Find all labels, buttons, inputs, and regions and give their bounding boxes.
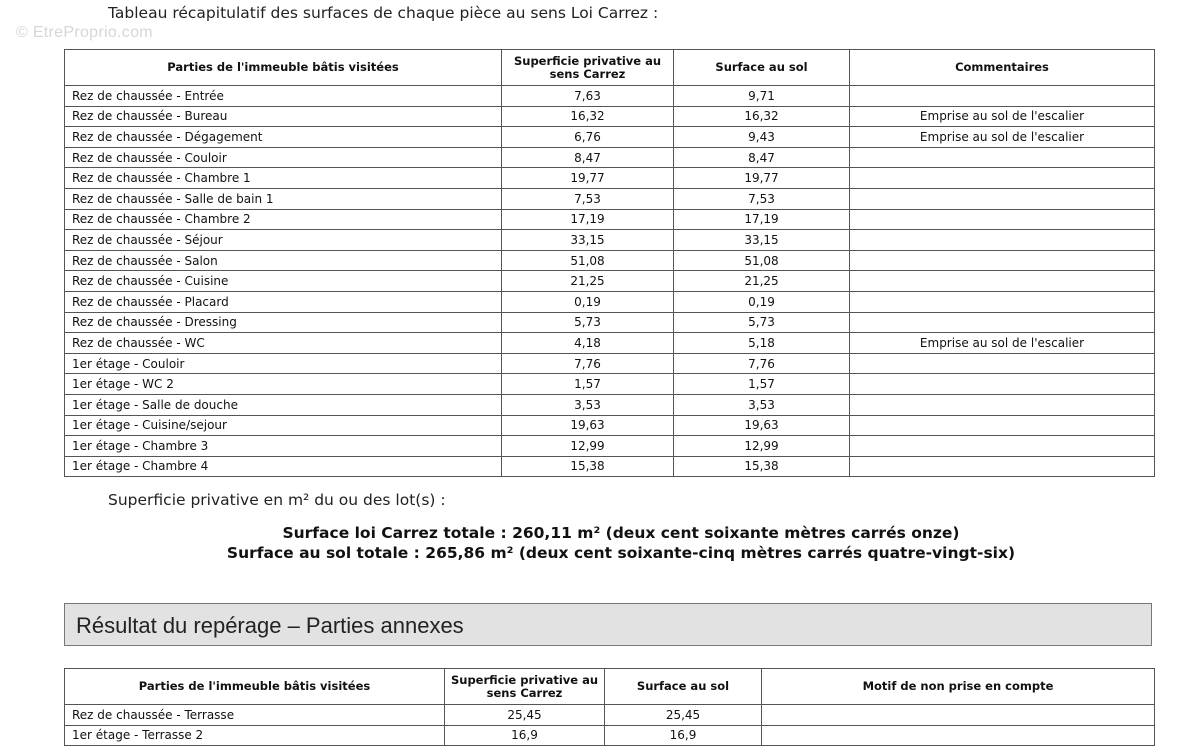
cell-superficie-carrez: 6,76 — [502, 127, 674, 148]
cell-motif — [762, 725, 1155, 746]
cell-surface-sol: 5,18 — [674, 333, 850, 354]
cell-commentaire: Emprise au sol de l'escalier — [850, 106, 1155, 127]
table-header-row — [65, 669, 1155, 705]
cell-surface-sol: 17,19 — [674, 209, 850, 230]
cell-partie: 1er étage - Cuisine/sejour — [65, 415, 502, 436]
table-row — [65, 209, 1155, 230]
cell-partie: 1er étage - Salle de douche — [65, 394, 502, 415]
cell-commentaire — [850, 86, 1155, 107]
cell-superficie-carrez: 17,19 — [502, 209, 674, 230]
table-row — [65, 168, 1155, 189]
cell-surface-sol: 5,73 — [674, 312, 850, 333]
cell-partie: Rez de chaussée - WC — [65, 333, 502, 354]
cell-superficie-carrez: 1,57 — [502, 374, 674, 395]
cell-surface-sol: 7,53 — [674, 188, 850, 209]
summary-line: Superficie privative en m² du ou des lot(s) : — [108, 491, 446, 509]
cell-commentaire — [850, 209, 1155, 230]
cell-partie: 1er étage - Couloir — [65, 353, 502, 374]
total-sol: Surface au sol totale : 265,86 m² (deux cent soixante-cinq mètres carrés quatre-vingt-six) — [226, 544, 1016, 562]
header-superficie-carrez: Superficie privative au sens Carrez — [502, 50, 674, 86]
table-row — [65, 106, 1155, 127]
total-carrez: Surface loi Carrez totale : 260,11 m² (deux cent soixante mètres carrés onze) — [282, 524, 960, 542]
table-header-row — [65, 50, 1155, 86]
cell-surface-sol: 8,47 — [674, 147, 850, 168]
cell-superficie-carrez: 21,25 — [502, 271, 674, 292]
header-parties: Parties de l'immeuble bâtis visitées — [65, 669, 445, 705]
cell-surface-sol: 19,77 — [674, 168, 850, 189]
header-parties: Parties de l'immeuble bâtis visitées — [65, 50, 502, 86]
cell-motif — [762, 705, 1155, 726]
cell-commentaire: Emprise au sol de l'escalier — [850, 333, 1155, 354]
cell-superficie-carrez: 51,08 — [502, 250, 674, 271]
header-surface-sol: Surface au sol — [605, 669, 762, 705]
cell-commentaire — [850, 436, 1155, 457]
table-row — [65, 705, 1155, 726]
cell-commentaire — [850, 415, 1155, 436]
cell-partie: Rez de chaussée - Dégagement — [65, 127, 502, 148]
table-row — [65, 353, 1155, 374]
table-row — [65, 394, 1155, 415]
annexes-table — [64, 668, 1155, 746]
cell-partie: Rez de chaussée - Chambre 1 — [65, 168, 502, 189]
table-row — [65, 333, 1155, 354]
cell-surface-sol: 3,53 — [674, 394, 850, 415]
cell-commentaire — [850, 271, 1155, 292]
cell-commentaire — [850, 291, 1155, 312]
cell-commentaire — [850, 147, 1155, 168]
cell-partie: Rez de chaussée - Dressing — [65, 312, 502, 333]
cell-superficie-carrez: 19,77 — [502, 168, 674, 189]
table-row — [65, 312, 1155, 333]
cell-commentaire — [850, 168, 1155, 189]
cell-partie: Rez de chaussée - Chambre 2 — [65, 209, 502, 230]
cell-partie: 1er étage - Chambre 4 — [65, 456, 502, 477]
cell-commentaire — [850, 353, 1155, 374]
cell-superficie-carrez: 4,18 — [502, 333, 674, 354]
cell-commentaire — [850, 374, 1155, 395]
cell-superficie-carrez: 33,15 — [502, 230, 674, 251]
cell-superficie-carrez: 16,9 — [445, 725, 605, 746]
cell-superficie-carrez: 12,99 — [502, 436, 674, 457]
cell-commentaire — [850, 312, 1155, 333]
cell-commentaire — [850, 456, 1155, 477]
cell-partie: Rez de chaussée - Terrasse — [65, 705, 445, 726]
cell-superficie-carrez: 3,53 — [502, 394, 674, 415]
cell-partie: Rez de chaussée - Séjour — [65, 230, 502, 251]
cell-surface-sol: 9,43 — [674, 127, 850, 148]
table-row — [65, 291, 1155, 312]
cell-surface-sol: 25,45 — [605, 705, 762, 726]
table-row — [65, 436, 1155, 457]
carrez-surface-table — [64, 49, 1155, 477]
cell-surface-sol: 9,71 — [674, 86, 850, 107]
cell-superficie-carrez: 25,45 — [445, 705, 605, 726]
table-row — [65, 147, 1155, 168]
cell-superficie-carrez: 5,73 — [502, 312, 674, 333]
header-commentaires: Commentaires — [850, 50, 1155, 86]
cell-superficie-carrez: 7,53 — [502, 188, 674, 209]
cell-superficie-carrez: 8,47 — [502, 147, 674, 168]
cell-partie: Rez de chaussée - Placard — [65, 291, 502, 312]
table-row — [65, 250, 1155, 271]
cell-superficie-carrez: 15,38 — [502, 456, 674, 477]
cell-commentaire — [850, 188, 1155, 209]
cell-superficie-carrez: 16,32 — [502, 106, 674, 127]
watermark-text: © EtreProprio.com — [16, 24, 153, 41]
cell-partie: 1er étage - Chambre 3 — [65, 436, 502, 457]
header-motif: Motif de non prise en compte — [762, 669, 1155, 705]
cell-partie: Rez de chaussée - Bureau — [65, 106, 502, 127]
cell-surface-sol: 16,32 — [674, 106, 850, 127]
table-row — [65, 271, 1155, 292]
header-superficie-carrez: Superficie privative au sens Carrez — [445, 669, 605, 705]
cell-partie: 1er étage - WC 2 — [65, 374, 502, 395]
cell-partie: Rez de chaussée - Salle de bain 1 — [65, 188, 502, 209]
table-row — [65, 188, 1155, 209]
cell-superficie-carrez: 7,63 — [502, 86, 674, 107]
header-surface-sol: Surface au sol — [674, 50, 850, 86]
cell-partie: Rez de chaussée - Entrée — [65, 86, 502, 107]
cell-commentaire — [850, 250, 1155, 271]
cell-partie: Rez de chaussée - Cuisine — [65, 271, 502, 292]
cell-superficie-carrez: 7,76 — [502, 353, 674, 374]
cell-surface-sol: 19,63 — [674, 415, 850, 436]
table-row — [65, 374, 1155, 395]
cell-surface-sol: 12,99 — [674, 436, 850, 457]
intro-text: Tableau récapitulatif des surfaces de chaque pièce au sens Loi Carrez : — [108, 4, 659, 22]
cell-partie: Rez de chaussée - Couloir — [65, 147, 502, 168]
cell-surface-sol: 21,25 — [674, 271, 850, 292]
table-row — [65, 415, 1155, 436]
section-title: Résultat du repérage – Parties annexes — [64, 603, 1152, 646]
cell-commentaire — [850, 394, 1155, 415]
table-row — [65, 725, 1155, 746]
cell-commentaire — [850, 230, 1155, 251]
table-row — [65, 230, 1155, 251]
cell-surface-sol: 15,38 — [674, 456, 850, 477]
cell-partie: 1er étage - Terrasse 2 — [65, 725, 445, 746]
table-row — [65, 127, 1155, 148]
cell-partie: Rez de chaussée - Salon — [65, 250, 502, 271]
cell-surface-sol: 0,19 — [674, 291, 850, 312]
cell-surface-sol: 1,57 — [674, 374, 850, 395]
cell-surface-sol: 33,15 — [674, 230, 850, 251]
cell-superficie-carrez: 0,19 — [502, 291, 674, 312]
table-row — [65, 456, 1155, 477]
cell-surface-sol: 51,08 — [674, 250, 850, 271]
cell-superficie-carrez: 19,63 — [502, 415, 674, 436]
cell-surface-sol: 16,9 — [605, 725, 762, 746]
cell-commentaire: Emprise au sol de l'escalier — [850, 127, 1155, 148]
cell-surface-sol: 7,76 — [674, 353, 850, 374]
table-row — [65, 86, 1155, 107]
